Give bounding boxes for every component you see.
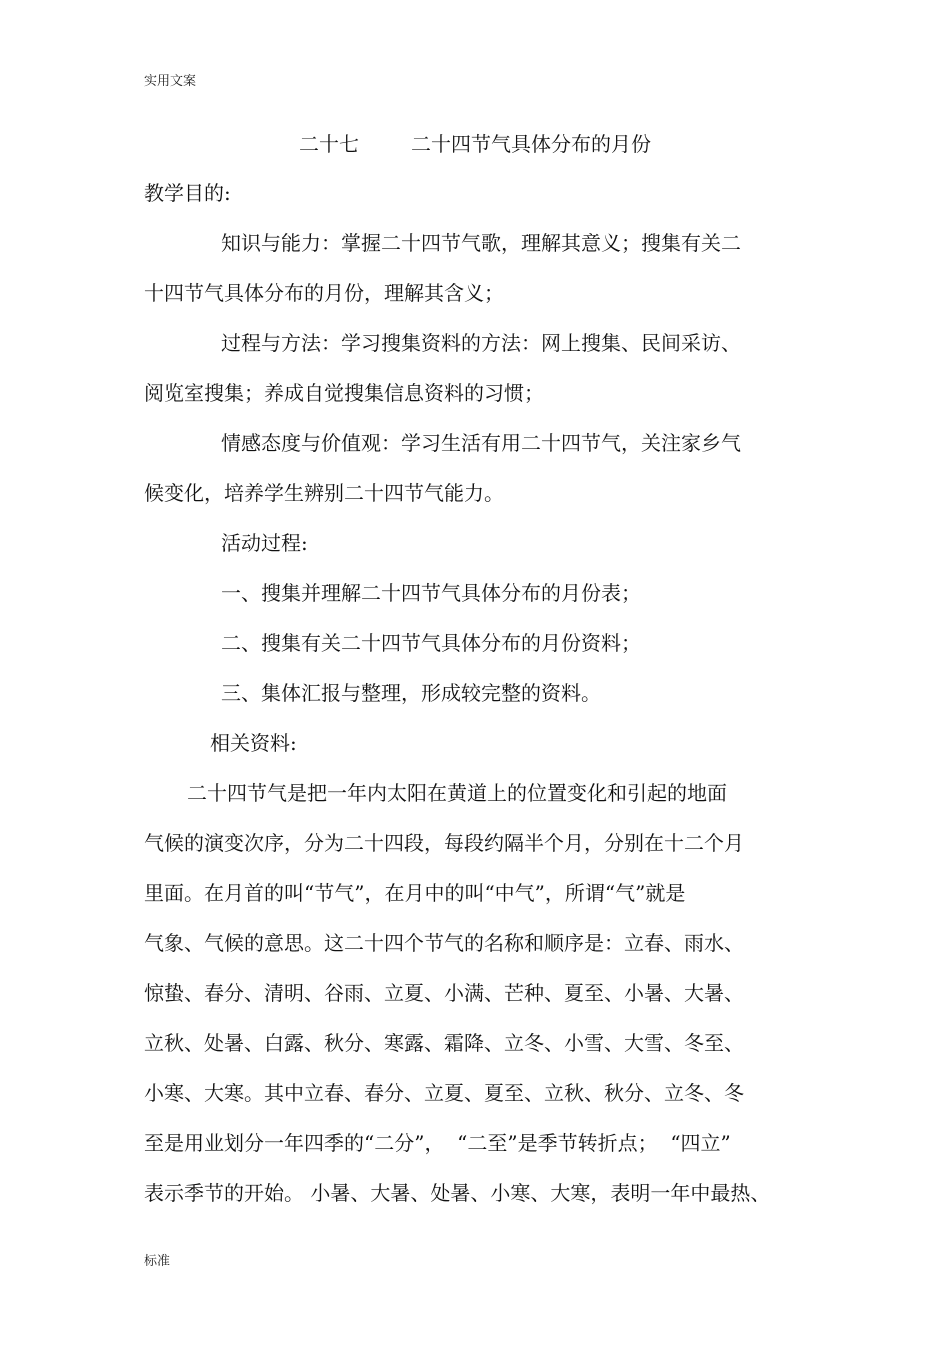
body-line: 至是用业划分一年四季的“二分”， “二至”是季节转折点； “四立” <box>144 1131 731 1155</box>
body-line: 情感态度与价值观：学习生活有用二十四节气，关注家乡气 <box>221 431 741 455</box>
objectives-heading: 教学目的: <box>144 181 231 205</box>
page-footer-label: 标准 <box>144 1254 171 1269</box>
body-line: 过程与方法：学习搜集资料的方法：网上搜集、民间采访、 <box>221 331 741 355</box>
body-line: 二十四节气是把一年内太阳在黄道上的位置变化和引起的地面 <box>187 781 727 805</box>
body-line: 三、集体汇报与整理，形成较完整的资料。 <box>221 681 601 705</box>
body-line: 候变化，培养学生辨别二十四节气能力。 <box>144 481 504 505</box>
body-line: 惊蛰、春分、清明、谷雨、立夏、小满、芒种、夏至、小暑、大暑、 <box>144 981 744 1005</box>
body-line: 阅览室搜集；养成自觉搜集信息资料的习惯； <box>144 381 544 405</box>
document-title <box>0 128 950 157</box>
body-line: 立秋、处暑、白露、秋分、寒露、霜降、立冬、小雪、大雪、冬至、 <box>144 1031 744 1055</box>
title-text: 二十四节气具体分布的月份 <box>411 132 651 156</box>
body-line: 表示季节的开始。 小暑、大暑、处暑、小寒、大寒，表明一年中最热、 <box>144 1181 771 1205</box>
body-line: 二、搜集有关二十四节气具体分布的月份资料； <box>221 631 641 655</box>
body-line: 小寒、大寒。其中立春、春分、立夏、夏至、立秋、秋分、立冬、冬 <box>144 1081 744 1105</box>
body-line: 一、搜集并理解二十四节气具体分布的月份表； <box>221 581 641 605</box>
body-line: 十四节气具体分布的月份，理解其含义； <box>144 281 504 305</box>
title-number: 二十七 <box>299 132 359 156</box>
page-header-label: 实用文案 <box>144 74 197 89</box>
body-line: 知识与能力：掌握二十四节气歌，理解其意义；搜集有关二 <box>221 231 741 255</box>
body-line: 气象、气候的意思。这二十四个节气的名称和顺序是：立春、雨水、 <box>144 931 744 955</box>
resources-heading: 相关资料: <box>210 731 297 755</box>
activity-heading: 活动过程: <box>221 531 308 555</box>
body-line: 里面。在月首的叫“节气”，在月中的叫“中气”，所谓“气”就是 <box>144 881 686 905</box>
body-line: 气候的演变次序，分为二十四段，每段约隔半个月，分别在十二个月 <box>144 831 744 855</box>
